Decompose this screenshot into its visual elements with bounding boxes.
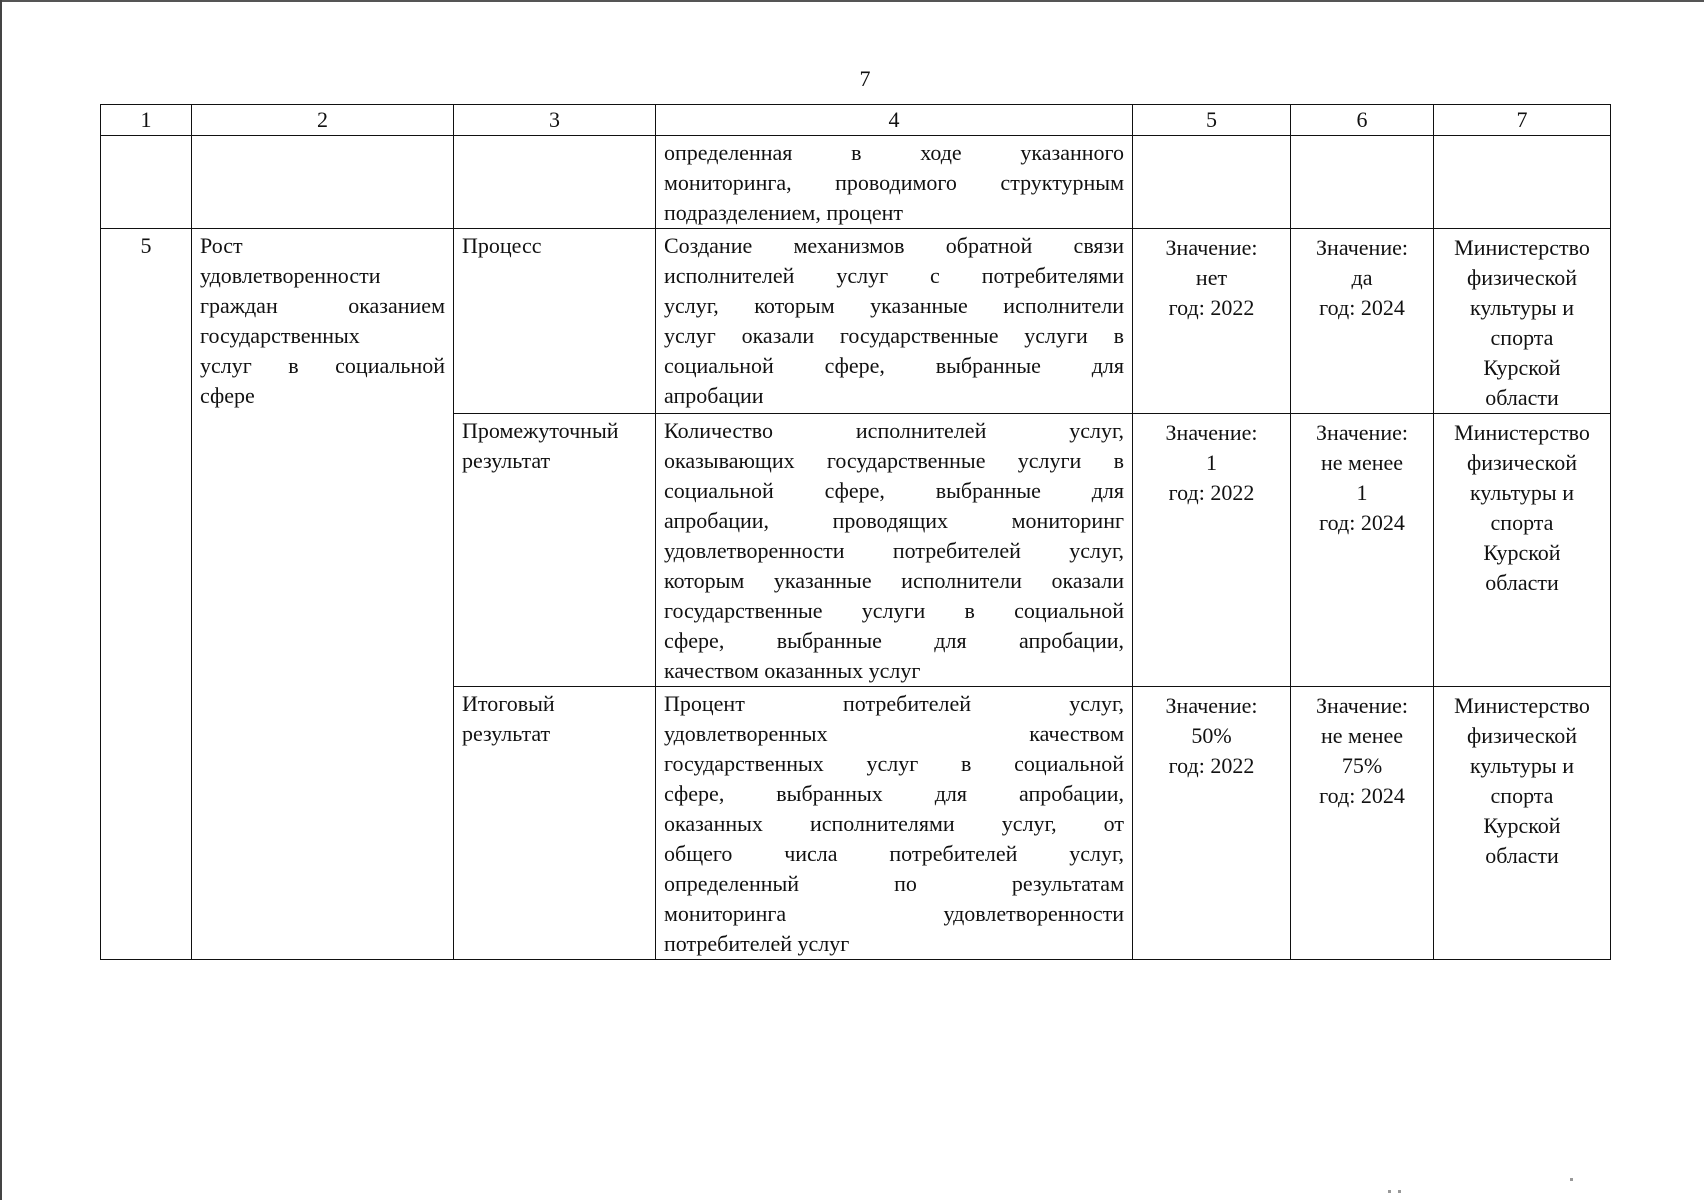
- goal-line: удовлетворенности: [200, 263, 381, 288]
- base-value-line: Значение:: [1165, 420, 1258, 445]
- cont-cell-5: [1133, 136, 1291, 229]
- responsible-line: спорта: [1490, 783, 1554, 808]
- indicator-line: сфере, выбранных для апробации,: [664, 781, 1124, 806]
- header-col-5: 5: [1133, 105, 1291, 136]
- indicator-line: услуг оказали государственные услуги в: [664, 323, 1124, 348]
- indicator-line: Создание механизмов обратной связи: [664, 233, 1124, 258]
- type-line: результат: [462, 448, 551, 473]
- responsible-line: Министерство: [1454, 420, 1590, 445]
- goal-line: государственных: [200, 323, 360, 348]
- base-value-line: год: 2022: [1168, 753, 1255, 778]
- responsible-line: спорта: [1490, 510, 1554, 535]
- header-col-2: 2: [192, 105, 454, 136]
- responsible-line: Курской: [1483, 355, 1561, 380]
- indicator-cell: [656, 414, 1133, 687]
- base-value-line: год: 2022: [1168, 480, 1255, 505]
- base-value-line: 50%: [1191, 723, 1232, 748]
- base-value-cell: [1133, 687, 1291, 960]
- responsible-line: Министерство: [1454, 235, 1590, 260]
- row-number-cell: 5: [101, 229, 192, 960]
- page-number: 7: [859, 66, 871, 91]
- goal-line: сфере: [200, 383, 255, 408]
- responsible-line: области: [1485, 570, 1559, 595]
- cont-cell-7: [1434, 136, 1611, 229]
- indicator-line: которым указанные исполнители оказали: [664, 568, 1124, 593]
- responsible-cell: [1434, 414, 1611, 687]
- responsible-line: спорта: [1490, 325, 1554, 350]
- indicator-line: социальной сфере, выбранные для: [664, 353, 1124, 378]
- responsible-line: культуры и: [1470, 295, 1574, 320]
- cont-indicator-cell: [656, 136, 1133, 229]
- cont-indicator-line: мониторинга, проводимого структурным: [664, 170, 1124, 195]
- indicator-line: потребителей услуг: [664, 931, 850, 956]
- base-value-line: Значение:: [1165, 693, 1258, 718]
- type-cell: [454, 687, 656, 960]
- indicator-line: оказанных исполнителями услуг, от: [664, 811, 1124, 836]
- responsible-line: культуры и: [1470, 480, 1574, 505]
- base-value-line: Значение:: [1165, 235, 1258, 260]
- indicator-line: оказывающих государственные услуги в: [664, 448, 1124, 473]
- base-value-line: 1: [1206, 450, 1217, 475]
- indicator-line: государственных услуг в социальной: [664, 751, 1124, 776]
- cont-cell-2: [192, 136, 454, 229]
- continuation-row: [101, 136, 1611, 229]
- indicator-line: апробации, проводящих мониторинг: [664, 508, 1124, 533]
- base-value-line: нет: [1195, 265, 1228, 290]
- responsible-line: Курской: [1483, 540, 1561, 565]
- target-value-cell: [1291, 229, 1434, 414]
- goal-line: услуг в социальной: [200, 353, 445, 378]
- header-row: [101, 105, 1611, 136]
- indicator-line: удовлетворенных качеством: [664, 721, 1124, 746]
- indicator-line: мониторинга удовлетворенности: [664, 901, 1124, 926]
- responsible-line: Министерство: [1454, 693, 1590, 718]
- target-value-line: Значение:: [1316, 420, 1408, 445]
- responsible-line: физической: [1467, 265, 1577, 290]
- responsible-line: физической: [1467, 723, 1577, 748]
- indicator-line: определенный по результатам: [664, 871, 1124, 896]
- indicator-line: Количество исполнителей услуг,: [664, 418, 1124, 443]
- target-value-line: не менее: [1320, 723, 1404, 748]
- goal-cell: [192, 229, 454, 960]
- indicator-line: услуг, которым указанные исполнители: [664, 293, 1124, 318]
- base-value-line: год: 2022: [1168, 295, 1255, 320]
- header-col-4: 4: [656, 105, 1133, 136]
- target-value-line: Значение:: [1316, 235, 1408, 260]
- indicator-line: качеством оказанных услуг: [664, 658, 921, 683]
- target-value-cell: [1291, 414, 1434, 687]
- indicator-line: апробации: [664, 383, 764, 408]
- target-value-line: не менее: [1320, 450, 1404, 475]
- goal-line: Рост: [200, 233, 243, 258]
- indicator-table: [100, 104, 1611, 960]
- target-value-line: год: 2024: [1319, 783, 1405, 808]
- responsible-cell: [1434, 687, 1611, 960]
- target-value-line: год: 2024: [1319, 510, 1405, 535]
- cont-cell-1: [101, 136, 192, 229]
- type-line: Процесс: [462, 233, 542, 258]
- indicator-line: удовлетворенности потребителей услуг,: [664, 538, 1124, 563]
- cont-cell-3: [454, 136, 656, 229]
- indicator-cell: [656, 229, 1133, 414]
- responsible-line: культуры и: [1470, 753, 1574, 778]
- responsible-line: области: [1485, 843, 1559, 868]
- responsible-line: физической: [1467, 450, 1577, 475]
- scan-speck: [1398, 1190, 1401, 1193]
- header-col-6: 6: [1291, 105, 1434, 136]
- target-value-line: 75%: [1341, 753, 1383, 778]
- scan-edge-left: [0, 0, 2, 1200]
- scan-edge-top: [0, 0, 1704, 2]
- type-line: Итоговый: [462, 691, 555, 716]
- indicator-line: Процент потребителей услуг,: [664, 691, 1124, 716]
- target-value-line: 1: [1356, 480, 1368, 505]
- responsible-line: Курской: [1483, 813, 1561, 838]
- type-cell: [454, 414, 656, 687]
- target-value-line: да: [1351, 265, 1373, 290]
- row-5-process: [101, 229, 1611, 414]
- type-line: Промежуточный: [462, 418, 619, 443]
- header-col-7: 7: [1434, 105, 1611, 136]
- target-value-line: Значение:: [1316, 693, 1408, 718]
- goal-line: граждан оказанием: [200, 293, 445, 318]
- header-col-1: 1: [101, 105, 192, 136]
- type-cell: [454, 229, 656, 414]
- responsible-line: области: [1485, 385, 1559, 410]
- cont-cell-6: [1291, 136, 1434, 229]
- target-value-cell: [1291, 687, 1434, 960]
- base-value-cell: [1133, 229, 1291, 414]
- base-value-cell: [1133, 414, 1291, 687]
- indicator-line: социальной сфере, выбранные для: [664, 478, 1124, 503]
- indicator-line: сфере, выбранные для апробации,: [664, 628, 1124, 653]
- indicator-cell: [656, 687, 1133, 960]
- scan-speck: [1388, 1190, 1391, 1193]
- indicator-line: исполнителей услуг с потребителями: [664, 263, 1124, 288]
- target-value-line: год: 2024: [1319, 295, 1405, 320]
- header-col-3: 3: [454, 105, 656, 136]
- responsible-cell: [1434, 229, 1611, 414]
- type-line: результат: [462, 721, 551, 746]
- scan-speck: [1570, 1178, 1573, 1181]
- indicator-line: государственные услуги в социальной: [664, 598, 1124, 623]
- indicator-line: общего числа потребителей услуг,: [664, 841, 1124, 866]
- cont-indicator-line: подразделением, процент: [664, 200, 904, 225]
- cont-indicator-line: определенная в ходе указанного: [664, 140, 1124, 165]
